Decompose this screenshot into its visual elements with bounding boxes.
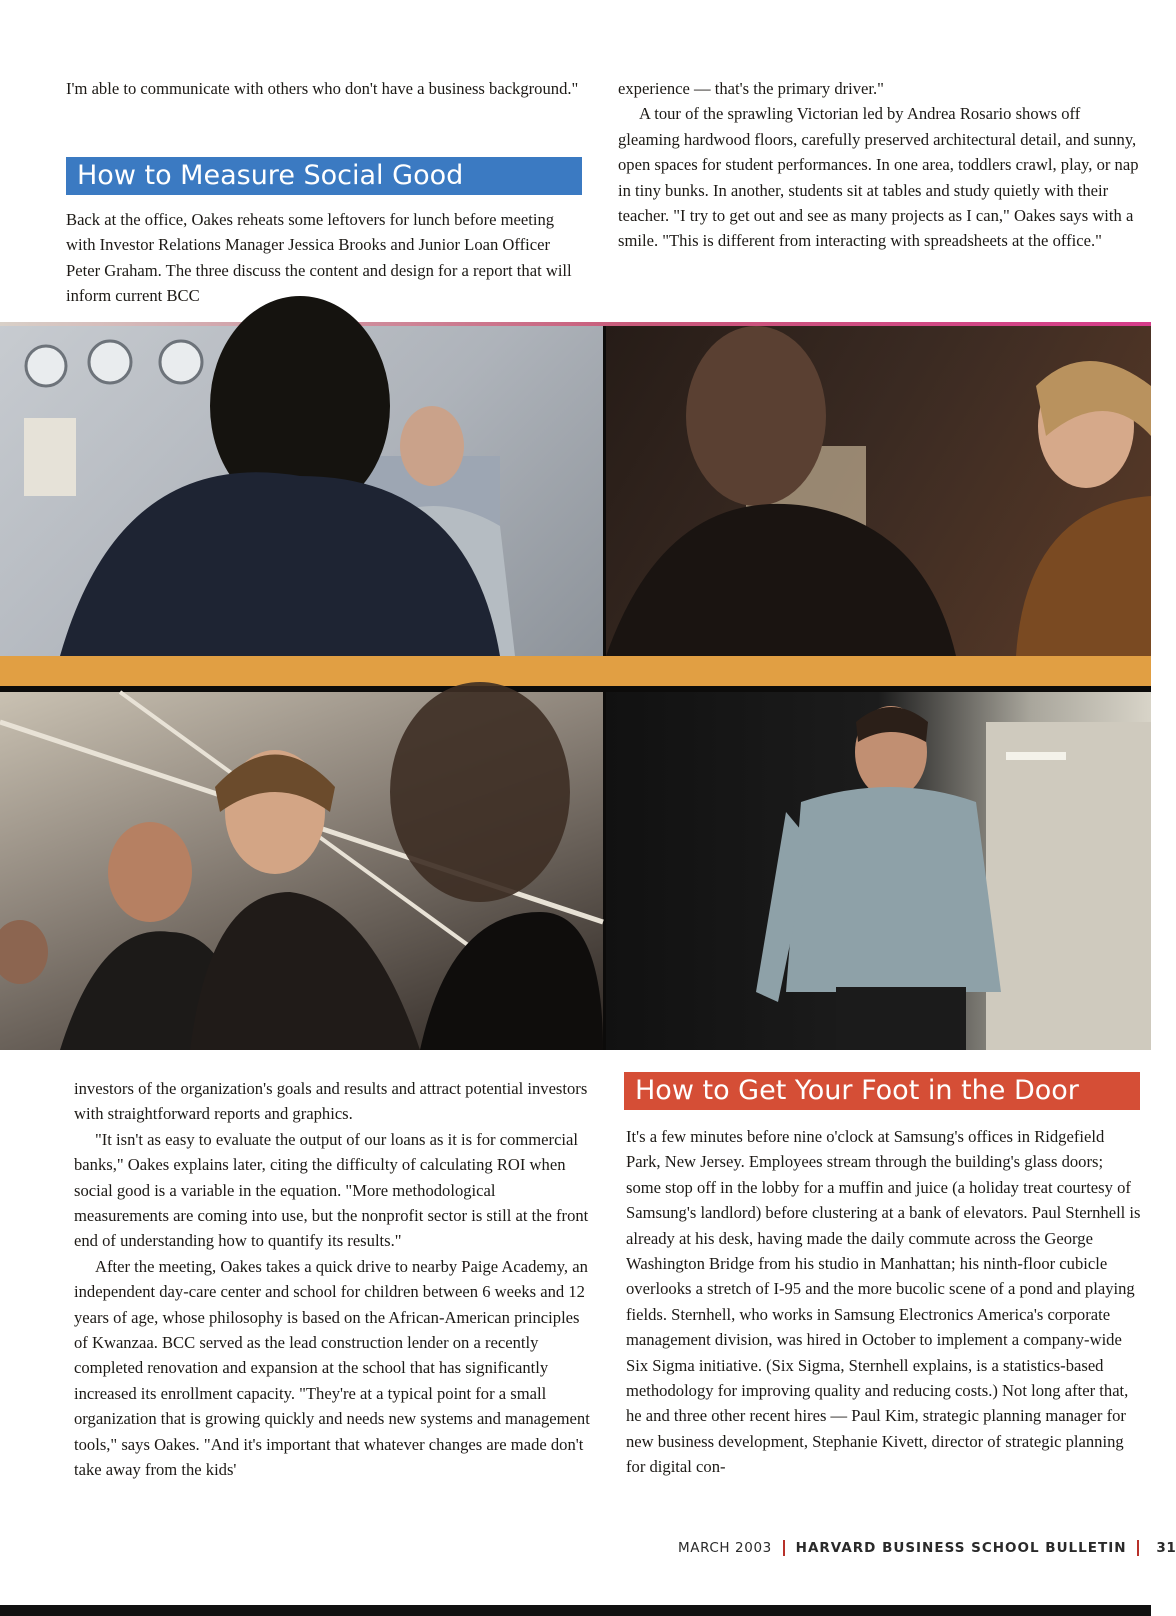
- photo-grid: [0, 326, 1151, 1050]
- site-visit-illustration: [0, 692, 603, 1050]
- top-left-column: [66, 76, 582, 101]
- page-number: 31: [1156, 1540, 1176, 1556]
- paragraph: After the meeting, Oakes takes a quick drive to nearby Paige Academy, an independent day-care center and school for children between 6 weeks and 12 years of age, whose philosophy is based on the African-American principles of Kwanzaa. BCC served as the lead construction lender on a recently completed renovation and expansion at the school that has significantly increased its enrollment capacity. "They're at a typical point for a small organization that is growing quickly and needs new systems and management tools," says Oakes. "And it's important that whatever changes are made don't take away from the kids': [74, 1256, 590, 1480]
- hallway-illustration: [606, 692, 1151, 1050]
- photo-office-meeting: [0, 326, 603, 656]
- discussion-illustration: [606, 326, 1151, 656]
- bottom-left-column: [74, 1076, 590, 1483]
- footer-divider: [783, 1540, 785, 1556]
- page-footer: [678, 1540, 1176, 1564]
- paragraph: experience — that's the primary driver.": [618, 79, 884, 98]
- paragraph: A tour of the sprawling Victorian led by Andrea Rosario shows off gleaming hardwood floors, carefully preserved architectural detail, and sunny, open spaces for student performances. In one area, toddlers crawl, play, or nap in tiny bunks. In another, students sit at tables and study quietly with their teacher. "I try to get out and see as many projects as I can," Oakes says with a smile. "This is different from interacting with spreadsheets at the office.": [618, 104, 1139, 251]
- section-heading-measure-social-good: How to Measure Social Good: [66, 157, 582, 195]
- photo-hallway: [606, 692, 1151, 1050]
- issue-date: MARCH 2003: [678, 1540, 772, 1556]
- office-meeting-illustration: [0, 326, 603, 656]
- paragraph: "It isn't as easy to evaluate the output of our loans as it is for commercial banks," Oakes explains later, citing the difficulty of calculating ROI when social good is a variable in the equation. "More methodological measurements are coming into use, but the nonprofit sector is still at the front end of understanding how to quantify its results.": [74, 1129, 589, 1251]
- photo-site-visit: [0, 692, 603, 1050]
- photo-divider-band: [0, 656, 1151, 686]
- top-right-column: [618, 76, 1140, 254]
- paragraph: investors of the organization's goals and results and attract potential investors with straightforward reports and graphics.: [74, 1079, 588, 1124]
- publication-name: HARVARD BUSINESS SCHOOL BULLETIN: [795, 1540, 1127, 1556]
- paragraph: Back at the office, Oakes reheats some leftovers for lunch before meeting with Investor Relations Manager Jessica Brooks and Junior Loan Officer Peter Graham. The three discuss the content and design for a report that will inform current BCC: [66, 210, 572, 306]
- scan-edge: [0, 1605, 1151, 1616]
- top-left-body: [66, 207, 582, 309]
- footer-divider: [1137, 1540, 1139, 1556]
- paragraph: I'm able to communicate with others who don't have a business background.": [66, 79, 579, 98]
- photo-discussion: [606, 326, 1151, 656]
- section-heading-foot-in-door: How to Get Your Foot in the Door: [624, 1072, 1140, 1110]
- bottom-right-column: [626, 1124, 1142, 1480]
- paragraph: It's a few minutes before nine o'clock at Samsung's offices in Ridgefield Park, New Jersey. Employees stream through the building's glass doors; some stop off in the lobby for a muffin and juice (a holiday treat courtesy of Samsung's landlord) before clustering at a bank of elevators. Paul Sternhell is already at his desk, having made the daily commute across the George Washington Bridge from his studio in Manhattan; his ninth-floor cubicle overlooks a stretch of I-95 and the more bucolic scene of a pond and playing fields. Sternhell, who works in Samsung Electronics America's corporate management division, was hired in October to implement a company-wide Six Sigma initiative. (Six Sigma, Sternhell explains, is a statistics-based methodology for improving quality and reducing costs.) Not long after that, he and three other recent hires — Paul Kim, strategic planning manager for new business development, Stephanie Kivett, director of strategic planning for digital con-: [626, 1127, 1141, 1477]
